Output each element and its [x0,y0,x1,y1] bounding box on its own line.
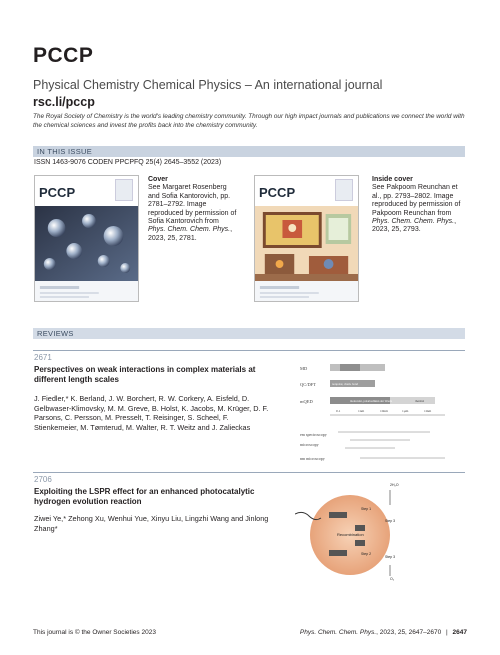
inside-cover-text: See Pakpoom Reunchan et al., pp. 2793–2802. Image reproduced by permission of Pakpoom Reunchan from [372,184,461,217]
toc-label: Step 3 [385,519,396,523]
toc-label: Step 1 [361,507,372,511]
cover-heading: Cover [148,176,168,183]
toc-row-label: MD [300,366,308,371]
article-page-number: 2671 [34,353,52,362]
inside-cover-logo: PCCP [259,185,296,200]
cover-description [148,176,238,243]
toc-axis-tick: 1nm [358,409,365,413]
toc-axis-tick: 0.1 [336,409,341,413]
cover-citation-journal: Phys. Chem. Chem. Phys. [148,226,231,234]
cover-image [34,175,139,302]
cover-citation-rest: , 2023, 25, 2781. [148,226,233,242]
toc-axis-tick: 1μm [402,409,409,413]
journal-subtitle: Physical Chemistry Chemical Physics – An international journal [33,78,383,92]
toc-axis-tick: 10nm [380,409,388,413]
toc-row-label: microscopy [300,442,319,447]
article-page-number: 2706 [34,475,52,484]
cover-artwork [35,206,138,302]
cover-header [35,176,138,206]
toc-row-label: QC/DFT [300,382,317,387]
inside-cover-badge [335,179,353,201]
article-title[interactable]: Perspectives on weak interactions in complex materials at different length scales [34,365,256,384]
footer-citation [300,629,467,636]
inside-cover-citation-journal: Phys. Chem. Chem. Phys. [372,218,455,226]
cover-logo: PCCP [39,185,76,200]
cover-text: See Margaret Rosenberg and Sofia Kantorovich, pp. 2781–2792. Image reproduced by permission of Sofia Kantorovich from [148,184,237,226]
toc-label: Step 3 [385,555,396,559]
toc-bar-label: nonpolar, chem. bond [332,382,359,386]
toc-bar-label: van der Waals [375,399,392,403]
toc-label: O₂ [390,577,395,581]
inside-cover-artwork [255,206,358,302]
toc-bar-label: molecular, polarisable [350,399,377,403]
in-this-issue-bar: IN THIS ISSUE [33,146,465,157]
toc-row-label: em spectroscopy [300,432,327,437]
journal-url[interactable]: rsc.li/pccp [33,95,95,109]
article-authors: Ziwei Ye,* Zehong Xu, Wenhui Yue, Xinyu Liu, Lingzhi Wang and Jinlong Zhang* [34,514,269,533]
toc-label: Step 2 [361,552,372,556]
toc-graphic-length-scales [300,360,465,470]
inside-cover-description [372,176,464,235]
intro-text: The Royal Society of Chemistry is the world's leading chemistry community. Through our high impact journals and publications we connect the world with the chemical sciences and invest the profits back into the chemistry community. [33,113,465,129]
toc-label: 2H₂O [390,483,399,487]
footer-separator: | [446,629,448,636]
footer-page-number: 2647 [452,629,467,636]
toc-label: Recombination [337,532,364,537]
inside-cover-citation-rest: , 2023, 25, 2793. [372,218,457,234]
issn-line: ISSN 1463-9076 CODEN PPCPFQ 25(4) 2645–3552 (2023) [34,159,222,166]
footer-citation-rest: , 2023, 25, 2647–2670 [376,629,442,636]
article-divider [33,350,465,351]
toc-axis-tick: 1mm [424,409,432,413]
reviews-bar: REVIEWS [33,328,465,339]
footer-copyright: This journal is © the Owner Societies 2023 [33,629,156,636]
toc-row-label: nm microscopy [300,456,325,461]
inside-cover-image [254,175,359,302]
article-divider [33,472,465,473]
toc-row-label: mQED [300,399,313,404]
cover-badge [115,179,133,201]
article-authors: J. Fiedler,* K. Berland, J. W. Borchert, R. W. Corkery, A. Eisfeld, D. Gelbwaser-Klimovsky, M. M. Greve, B. Holst, K. Jacobs, M. Krüger, D. F. Parsons, C. Persson, M. Presselt, T. Reisinger, S. Scheel, F. Stienkemeier, M. Tømterud, M. Walter, R. T. Weitz and J. Zalieckas [34,394,269,432]
inside-cover-header [255,176,358,206]
journal-title: PCCP [33,44,94,67]
toc-graphic-lspr [295,480,415,590]
toc-bar-label: thermal [415,399,425,403]
article-title[interactable]: Exploiting the LSPR effect for an enhanced photocatalytic hydrogen evolution reaction [34,487,255,506]
inside-cover-heading: Inside cover [372,176,413,183]
footer-journal: Phys. Chem. Chem. Phys. [299,629,377,636]
